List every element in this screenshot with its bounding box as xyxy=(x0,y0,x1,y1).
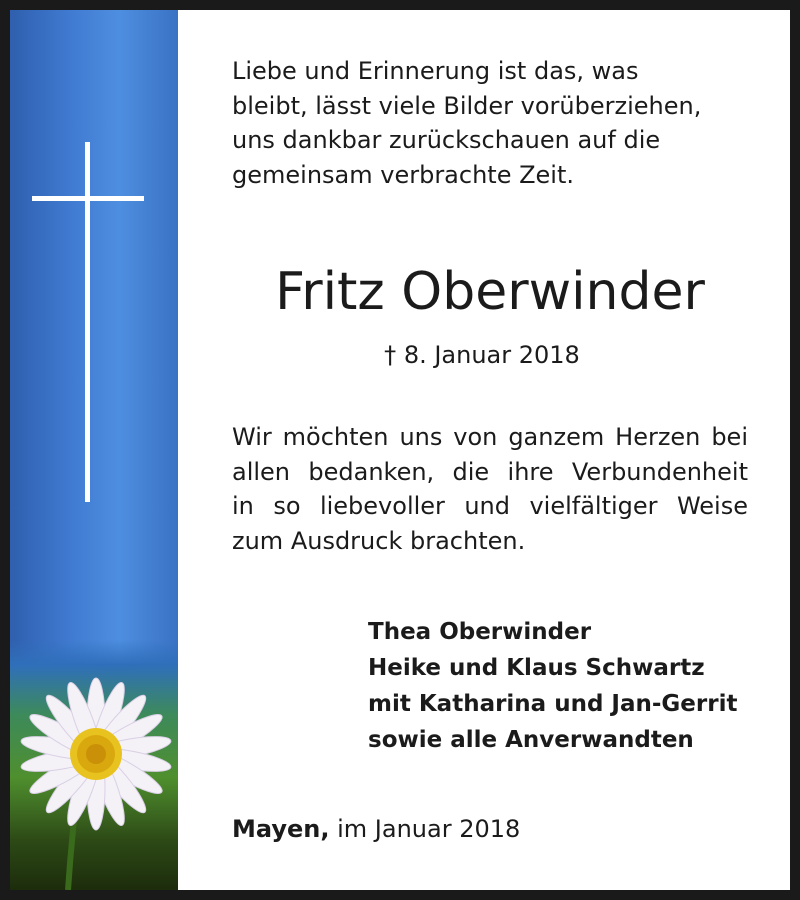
side-image-panel xyxy=(10,10,178,890)
family-line: sowie alle Anverwandten xyxy=(368,727,694,753)
death-date xyxy=(232,338,732,373)
family-line: mit Katharina und Jan-Gerrit xyxy=(368,691,738,717)
place-name: Mayen, xyxy=(232,815,330,843)
thanks-paragraph xyxy=(232,420,748,558)
thanks-line: zum Ausdruck brachten. xyxy=(232,526,526,555)
family-line: Thea Oberwinder xyxy=(368,619,592,645)
memorial-poem xyxy=(232,54,762,192)
poem-line: bleibt, lässt viele Bilder vorüberziehen, xyxy=(232,91,702,120)
thanks-line: in so liebevoller und vielfältiger Weise xyxy=(232,492,748,520)
deceased-name: Fritz Oberwinder xyxy=(275,262,705,322)
death-cross-symbol: † xyxy=(384,341,397,369)
family-line: Heike und Klaus Schwartz xyxy=(368,655,705,681)
thanks-line: allen bedanken, die ihre Verbundenheit xyxy=(232,457,748,486)
closing-date: im Januar 2018 xyxy=(337,815,521,843)
cross-icon-bar xyxy=(32,196,144,201)
poem-line: uns dankbar zurückschauen auf die xyxy=(232,126,661,154)
family-signatures xyxy=(368,614,768,758)
place-and-date xyxy=(232,812,732,847)
poem-line: gemeinsam verbrachte Zeit. xyxy=(232,160,575,189)
thanks-line: Wir möchten uns von ganzem Herzen bei xyxy=(232,423,748,451)
death-date-text: 8. Januar 2018 xyxy=(403,341,580,369)
poem-line: Liebe und Erinnerung ist das, was xyxy=(232,57,639,85)
daisy-flower-image xyxy=(10,650,178,890)
